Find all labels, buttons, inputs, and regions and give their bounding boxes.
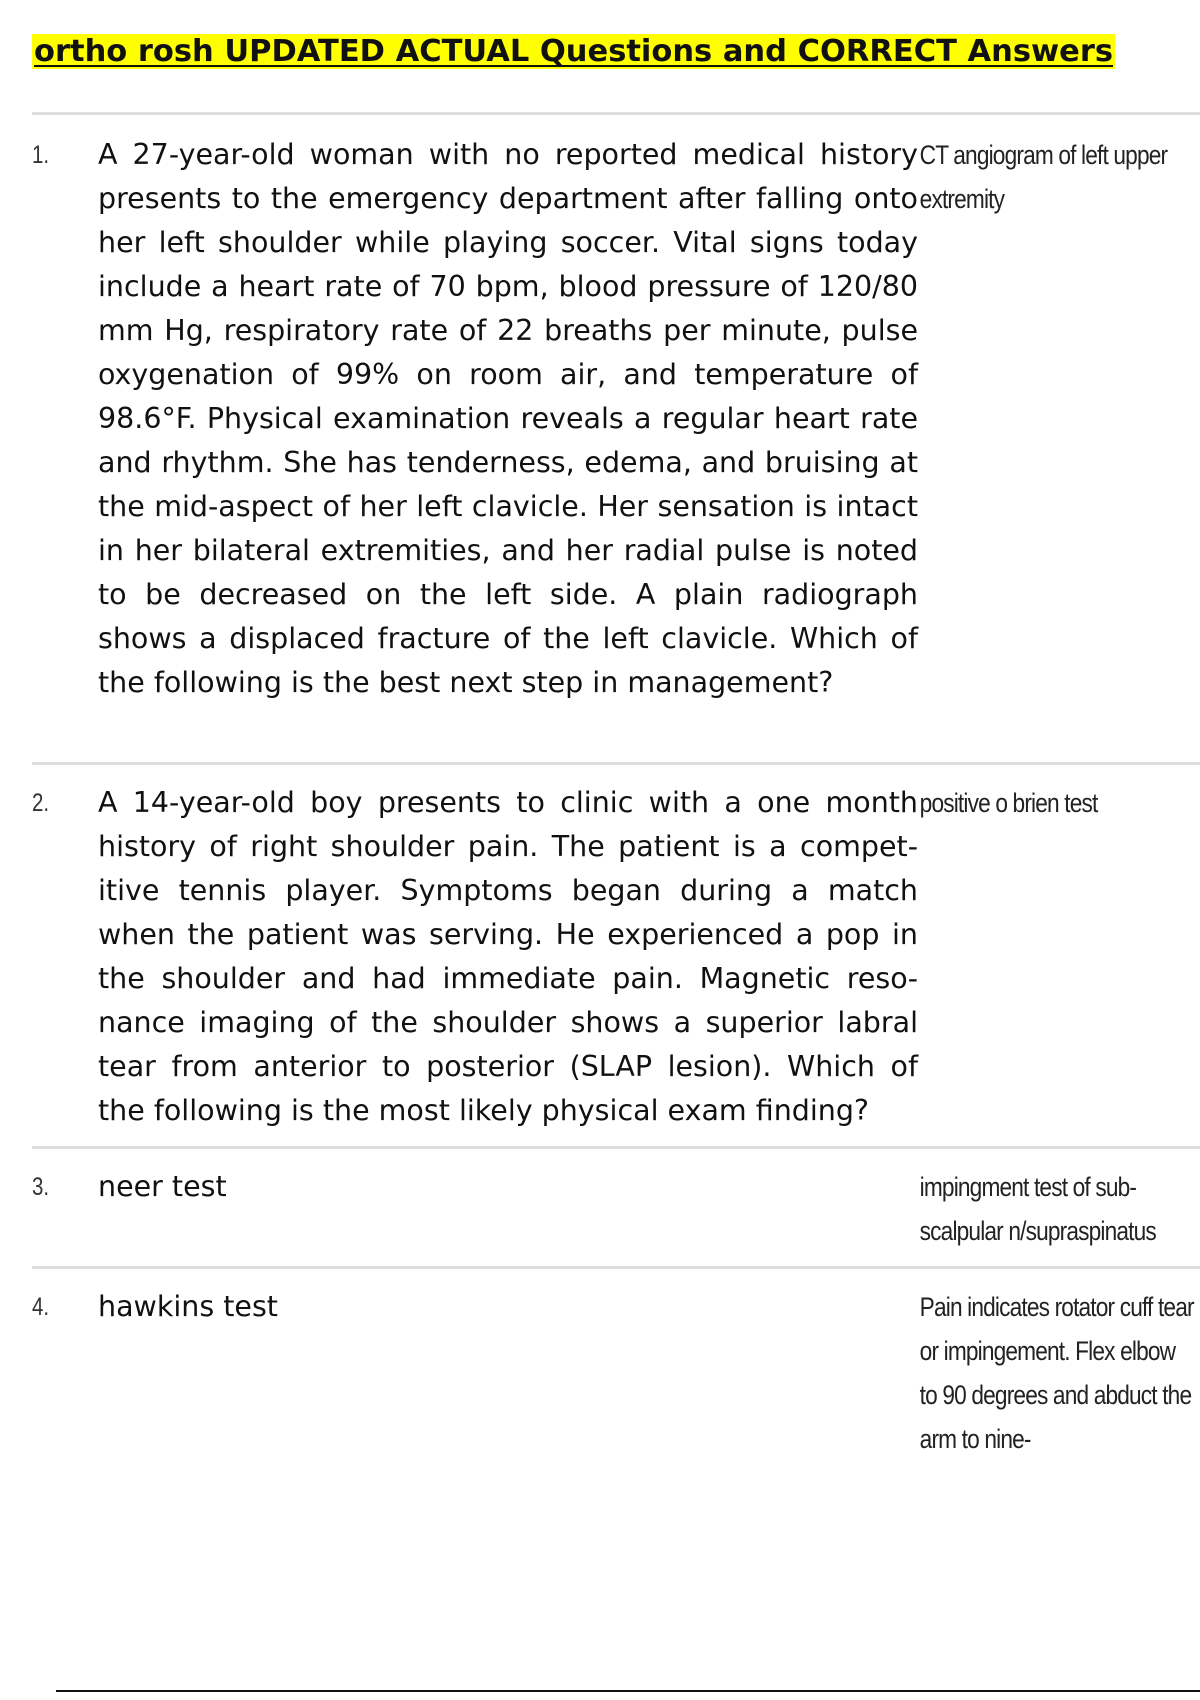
question-text: A 14-year-old boy presents to clinic with a one month history of right shoulder pain. The patient is a competitive tennis player. Symptoms began during a match when the patient was serving. He experienced a pop in the shoulder and had immediate pain. Magnetic resonance imaging of the shoulder shows a superior labral tear from anterior to posterior (SLAP lesion). Which of the following is the most likely physical exam finding? xyxy=(98,786,918,1127)
answer-text: Pain indicates rotator cuff tear or impingement. Flex elbow to 90 degrees and abduct the arm to nine- xyxy=(919,1292,1194,1454)
item-number: 2. xyxy=(32,789,50,817)
item-number: 3. xyxy=(32,1173,50,1201)
question-text: hawkins test xyxy=(98,1290,278,1323)
footer-divider xyxy=(56,1690,1200,1692)
qa-item xyxy=(32,112,1200,762)
item-number: 1. xyxy=(32,141,50,169)
qa-item xyxy=(32,1266,1200,1466)
document-title xyxy=(32,32,1115,72)
document-title-text: ortho rosh UPDATED ACTUAL Questions and CORRECT Answers xyxy=(34,34,1114,69)
qa-item xyxy=(32,1146,1200,1266)
qa-item xyxy=(32,762,1200,1146)
question-text: A 27-year-old woman with no reported medical history presents to the emergency department after falling onto her left shoulder while playing soccer. Vital signs today include a heart rate of 70 bpm, blood pressure of 120/80 mm Hg, respiratory rate of 22 breaths per minute, pulse oxygenation of 99% on room air, and temperature of 98.6°F. Physical examination reveals a regular heart rate and rhythm. She has tenderness, edema, and bruising at the mid-aspect of her left clavicle. Her sensation is intact in her bilateral extremities, and her radial pulse is noted to be decreased on the left side. A plain radiograph shows a displaced fracture of the left clavicle. Which of the following is the best next step in management? xyxy=(98,138,918,699)
question-text: neer test xyxy=(98,1170,227,1203)
answer-text: positive o brien test xyxy=(919,788,1098,818)
answer-text: impingment test of sub- scalpular n/supraspinatus xyxy=(919,1172,1156,1246)
qa-list xyxy=(32,112,1200,1466)
item-number: 4. xyxy=(32,1293,50,1321)
answer-text: CT angiogram of left upper extremity xyxy=(919,140,1168,214)
